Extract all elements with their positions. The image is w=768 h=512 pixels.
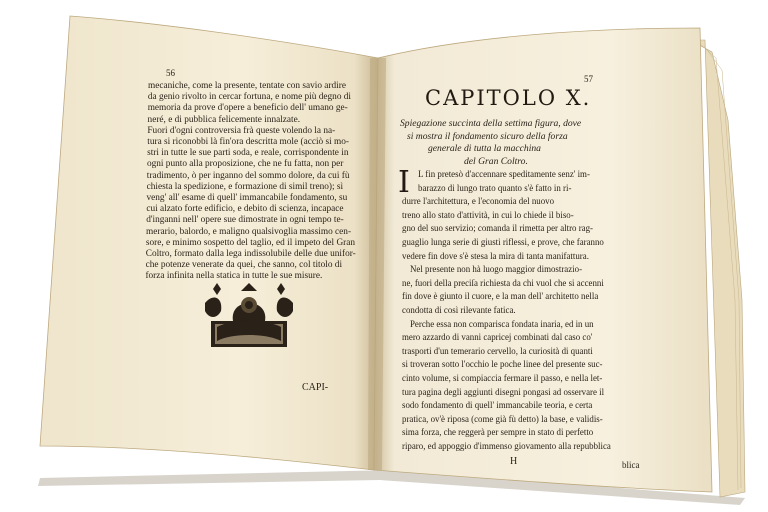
right-text-line: pratica, ov'è riposa (come già fù detto) la base, e validis- [402,413,603,424]
left-text-line: memoria da prove d'opere a beneficio dell' umano ge- [147,103,348,114]
left-text-line: che potenze venerate da quei, che sanno, col titolo di [145,260,343,271]
right-text-line: sima forza, che reggerà per sempre in stato di perfetto [402,427,594,438]
left-text-line: merario, balordo, e maligno qualsivoglia massimo cen- [146,226,352,237]
chapter-title: CAPITOLO X. [425,86,592,110]
right-page-number: 57 [584,74,593,84]
left-text-line: neré, e di pubblica felicemente innalzate. [147,114,301,125]
right-text-line: si troveran sotto l'occhio le poche linee del presente suc- [402,359,603,370]
left-text-line: da genio rivolto in cercar fortuna, e nome più degno di [147,92,352,103]
left-text-line: d'inganni nell' opere sue dimostrate in ogni tempo te- [146,215,344,226]
left-text-line: veng' all' esame di quell' immancabile fondamento, su [146,193,348,203]
left-text-line: chiesta la spedizione, e formazione di simil treno); sì [146,181,344,192]
right-text-line: cinto volume, si compiaccia fermare il passo, e nella let- [402,373,603,383]
subtitle-line: del Gran Coltro. [464,155,528,167]
right-text-line: Perche essa non comparisca fondata inaria, ed in un [410,318,594,329]
left-catchword: CAPI- [302,382,329,393]
right-text-line: guaglio lunga serie di giusti riflessi, e prove, che faranno [402,237,604,247]
right-catchword: blica [622,460,640,470]
left-text-line: tradimento, ò per inganno del sommo dolore, da cui fù [146,170,350,181]
right-text-line: fin dove è giunto il cuore, e la man dell' architetto nella [402,291,599,302]
left-text-line: cui alzato forte edificio, e debito di scienza, incapace [146,204,344,215]
right-text-line: Nel presente non hà luogo maggior dimostrazio- [410,264,583,275]
left-text-line: Coltro, formato dalla lega indissolubile delle due unifor- [145,249,356,259]
right-text-line: sodo fondamento di quell' immancabile teoria, e certa [402,400,593,411]
right-text-line: durre l'architettura, e l'economia del nuovo [402,196,555,207]
right-text-line: vedere fin dove s'è stesa la mira di tanta manifattura. [402,250,589,261]
right-text-line: trasporti d'un temerario cervello, la curiosità di quanti [402,345,593,356]
right-text-line: condotta di così rilevante fatica. [402,305,516,315]
right-text-line: riparo, ed appoggio d'immenso giovamento alla repubblica [402,441,611,451]
left-text-line: sore, e minimo sospetto del taglio, ed il impeto del Gran [145,237,356,248]
drop-cap: I [398,165,410,200]
subtitle-line: si mostra il fondamento sicuro della forza [407,130,568,142]
signature-mark: H [510,456,518,467]
right-text-line: treno allo stato d'attività, in cui lo chiede il biso- [402,209,574,220]
left-text-line: ogni punto alla proposizione, che ne fu fatta, non per [146,159,344,170]
left-text-line: mecaniche, come la presente, tentate con savio ardire [148,81,346,91]
right-text-line: mero azzardo di vanni capricej combinati dal caso co' [402,332,593,343]
right-text-line: barazzo di lungo trato quanto s'è fatto in ri- [418,182,572,193]
left-text-line: forza infinita nella statica in tutte le sue misure. [145,271,323,282]
subtitle-line: Spiegazione succinta della settima figura, dove [400,118,582,129]
left-text-line: Fuori d'ogni controversia frà queste volendo la na- [147,125,336,136]
left-page-number: 56 [166,68,175,78]
left-text-line: stri in tutte le sue parti soda, e reale, corrispondente in [147,148,349,159]
right-text-line: gno del suo servizio; comanda il rimetta per altro rag- [402,223,593,234]
left-text-line: tura si riconobbi là fin'ora descritta mole (acciò si mo- [147,137,349,147]
right-text-line: ne, fuori della preciſa richiesta da chi vuol che si accenni [402,277,604,288]
subtitle-line: generale di tutta la macchina [428,143,541,154]
right-text-line: L fin pretesò d'accennare speditamente senz' im- [418,169,590,179]
right-text-line: tura pagina degli aggiunti disegni pongasi ad osservare il [402,386,605,397]
